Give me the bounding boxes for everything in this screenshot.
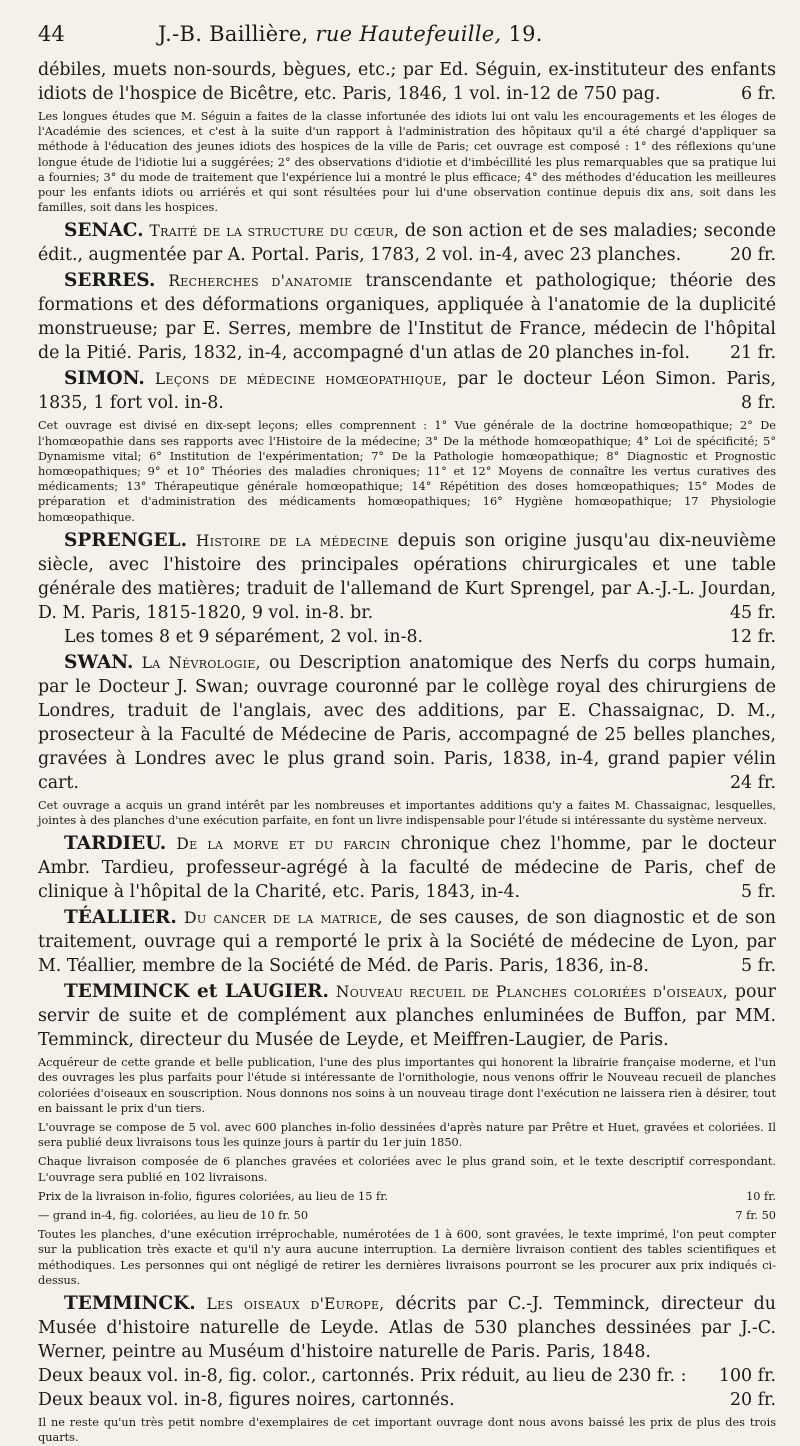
entry-note: Les longues études que M. Séguin a faites de la classe infortunée des idiots lui ont valu les encouragements et les éloges de l'Académie des sciences, et c'est à la suite d'un rapport à l'administration des hôpitaux qu'il a été chargé d'appliquer sa méthode à l'éducation des jeunes idiots des hospices de la ville de Paris; cet ouvrage est composé : 1° des réflexions qu'une longue étude de l'idiotie lui a suggérées; 2° des observations d'idiotie et d'imbécillité les plus remarquables que sa pratique lui a fournies; 3° du mode de traitement que l'expérience lui a montré le plus efficace; 4° des méthodes d'éducation les meilleures pour les enfants idiots ou arriérés et qui sont résultées pour lui d'une observation continue depuis dix ans, soit dans les familles, soit dans les hospices. (38, 110, 776, 215)
price-value: 100 fr. (718, 1366, 776, 1387)
entry-price: 8 fr. (741, 393, 776, 414)
entry-text: débiles, muets non-sourds, bègues, etc.; par Ed. Séguin, ex-instituteur des enfants idiots de l'hospice de Bicêtre, etc. Paris, 1846, 1 vol. in-12 de 750 pag. (38, 60, 776, 104)
entry-price: 20 fr. (729, 245, 776, 266)
entry-price: 21 fr. (729, 343, 776, 364)
entry-title: Du cancer de la matrice, (184, 909, 383, 928)
entry-note: Toutes les planches, d'une exécution irréprochable, numérotées de 1 à 600, sont gravées, le texte imprimé, l'on peut compter sur la publication très exacte et qu'il n'y aura aucune interruption. La dernière livraison contient des tables scientifiques et méthodiques. Les personnes qui ont négligé de retirer les dernières livraisons pourront se les procurer aux prix indiqués ci-dessus. (38, 1228, 776, 1287)
entry-note: Il ne reste qu'un très petit nombre d'exemplaires de cet important ouvrage dont nous avons baissé les prix de plus des trois quarts. (38, 1416, 776, 1445)
entry-price: 24 fr. (729, 772, 776, 793)
entry-text: ou Description anatomique des Nerfs du corps humain, par le Docteur J. Swan; ouvrage couronné par le collège royal des chirurgiens de Londres, traduit de l'anglais, avec des additions, par E. Chassaignac, D. M., prosecteur à la Faculté de Médecine de Paris, accompagné de 25 belles planches, gravées à Londres avec le plus grand soin. Paris, 1838, in-4, grand papier vélin cart. (38, 652, 776, 793)
entry-sprengel (38, 529, 776, 625)
entry-extra-price: 12 fr. (729, 626, 776, 647)
price-line (38, 1364, 776, 1388)
entry-note: L'ouvrage se compose de 5 vol. avec 600 planches in-folio dessinées d'après nature par Prêtre et Huet, gravées et coloriées. Il sera publié deux livraisons tous les quinze jours à partir du 1er juin 1850. (38, 1121, 776, 1150)
entry-title: Recherches d'anatomie (168, 272, 353, 291)
entry-note: Acquéreur de cette grande et belle publication, l'une des plus importantes qui honorent la librairie française moderne, et l'un des ouvrages les plus parfaits pour l'étude si intéressante de l'ornithologie, nous venons offrir le Nouveau recueil de planches coloriées d'oiseaux en souscription. Nous donnons nos soins à un nouveau tirage dont l'exécution ne laissera rien à désirer, tout en baissant le prix d'un tiers. (38, 1056, 776, 1115)
entry-sprengel-extra (38, 625, 776, 649)
price-line (38, 1208, 776, 1223)
entry-price: 5 fr. (741, 956, 776, 977)
entry-author: TEMMINCK. (64, 1293, 196, 1315)
entry-temminck-laugier (38, 980, 776, 1052)
entry-author: TÉALLIER. (64, 907, 177, 929)
entry-title: Leçons de médecine homœopathique, (154, 370, 448, 389)
entry-text: par le docteur Léon Simon. Paris, 1835, 1 fort vol. in-8. (38, 369, 776, 414)
running-head-number: 19. (508, 22, 543, 46)
entry-text: de ses causes, de son diagnostic et de son traitement, ouvrage qui a remporté le prix à la Société de médecine de Lyon, par M. Téallier, membre de la Société de Méd. de Paris. Paris, 1836, in-8. (38, 908, 776, 977)
price-line (38, 1388, 776, 1412)
entry-author: TARDIEU. (64, 833, 167, 855)
entry-author: SENAC. (64, 220, 144, 242)
entry-temminck (38, 1292, 776, 1364)
entry-title: La Névrologie, (141, 653, 261, 672)
price-value: 20 fr. (729, 1390, 776, 1411)
entry-author: SWAN. (64, 651, 134, 673)
running-head-publisher: J.-B. Baillière, (158, 22, 309, 46)
entry-author: SIMON. (64, 368, 145, 390)
entry-author: SERRES. (64, 270, 156, 292)
running-head (158, 22, 543, 46)
entry-swan (38, 651, 776, 795)
entry-title: Les oiseaux d'Europe, (206, 1295, 385, 1314)
entry-note: Cet ouvrage est divisé en dix-sept leçons; elles comprennent : 1° Vue générale de la doctrine homœopathique; 2° De l'homœopathie dans ses rapports avec l'Histoire de la médecine; 3° De la méthode homœopathique; 4° Loi de spécificité; 5° Dynamisme vital; 6° Institution de l'expérimentation; 7° De la Pathologie homœopathique; 8° Diagnostic et Prognostic homœopathiques; 9° et 10° Théories des maladies chroniques; 11° et 12° Moyens de connaître les vertus curatives des médicaments; 13° Thérapeutique générale homœopathique; 14° Répétition des doses homœopathiques; 15° Modes de préparation et d'administration des médicaments homœopathiques; 16° Hygiène homœopathique; 17 Physiologie homœopathique. (38, 419, 776, 524)
entry-title: De la morve et du farcin (176, 835, 391, 854)
entry-note: Chaque livraison composée de 6 planches gravées et coloriées avec le plus grand soin, et le texte descriptif correspondant. L'ouvrage sera publié en 102 livraisons. (38, 1155, 776, 1184)
entry-text: depuis son origine jusqu'au dix-neuvième siècle, avec l'histoire des principales opérations chirurgicales et une table générale des matières; traduit de l'allemand de Kurt Sprengel, par A.-J.-L. Jourdan, D. M. Paris, 1815-1820, 9 vol. in-8. br. (38, 530, 777, 623)
entry-price: 6 fr. (741, 84, 776, 104)
running-head-address: rue Hautefeuille, (315, 22, 502, 46)
entry-tardieu (38, 832, 776, 904)
page-number: 44 (38, 22, 65, 46)
entry-extra-line: Les tomes 8 et 9 séparément, 2 vol. in-8. (64, 626, 424, 647)
entry-senac (38, 219, 776, 267)
entry-teallier (38, 906, 776, 978)
entry-text: transcendante et pathologique; théorie des formations et des déformations organiques, appliquée à l'anatomie de la duplicité monstrueuse; par E. Serres, membre de l'Institut de France, médecin de l'hôpital de la Pitié. Paris, 1832, in-4, accompagné d'un atlas de 20 planches in-fol. (38, 271, 776, 364)
entry-price: 45 fr. (729, 602, 776, 623)
price-value: 10 fr. (746, 1189, 776, 1203)
entry-text: de son action et de ses maladies; seconde édit., augmentée par A. Portal. Paris, 1783, 2 vol. in-4, avec 23 planches. (38, 221, 776, 266)
entry-seguin-continued (38, 58, 776, 106)
entry-serres (38, 269, 776, 365)
price-label: Deux beaux vol. in-8, figures noires, cartonnés. (38, 1390, 455, 1411)
price-label: — grand in-4, fig. coloriées, au lieu de 10 fr. 50 (38, 1209, 309, 1223)
entry-simon (38, 367, 776, 415)
price-label: Deux beaux vol. in-8, fig. color., cartonnés. Prix réduit, au lieu de 230 fr. : (38, 1366, 687, 1387)
page-header (38, 18, 776, 56)
entry-note: Cet ouvrage a acquis un grand intérêt par les nombreuses et importantes additions qu'y a faites M. Chassaignac, lesquelles, jointes à des planches d'une exécution parfaite, en font un livre indispensable pour l'étude si intéressante du système nerveux. (38, 798, 776, 828)
entry-text: décrits par C.-J. Temminck, directeur du Musée d'histoire naturelle de Leyde. Atlas de 530 planches dessinées par J.-C. Werner, peintre au Muséum d'histoire naturelle de Paris. Paris, 1848. (38, 1294, 777, 1363)
entry-title: Nouveau recueil de Planches coloriées d'oiseaux, (335, 983, 728, 1002)
price-label: Prix de la livraison in-folio, figures coloriées, au lieu de 15 fr. (38, 1189, 388, 1203)
entry-author: TEMMINCK et LAUGIER. (64, 981, 329, 1003)
price-value: 7 fr. 50 (735, 1209, 776, 1223)
price-line (38, 1189, 776, 1204)
entry-author: SPRENGEL. (64, 529, 188, 551)
entry-title: Traité de la structure du cœur, (149, 222, 399, 241)
entry-title: Histoire de la médecine (195, 531, 389, 550)
entry-text: pour servir de suite et de complément aux planches enluminées de Buffon, par MM. Temminck, directeur du Musée de Leyde, et Meiffren-Laugier, de Paris. (38, 982, 776, 1051)
entry-text: chronique chez l'homme, par le docteur Ambr. Tardieu, professeur-agrégé à la faculté de médecine de Paris, chef de clinique à l'hôpital de la Charité, etc. Paris, 1843, in-4. (38, 834, 777, 903)
entry-price: 5 fr. (741, 882, 776, 903)
